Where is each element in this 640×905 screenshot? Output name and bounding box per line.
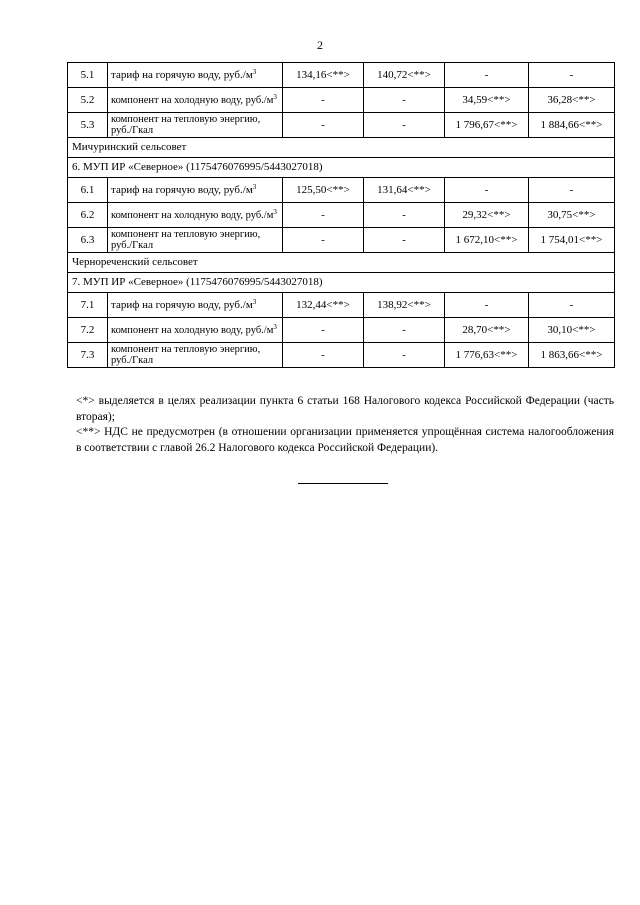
tariff-description-text: компонент на холодную воду, руб./м — [111, 209, 274, 221]
tariff-value-period-1: 134,16<**> — [283, 63, 364, 88]
tariff-value-period-2: - — [364, 113, 445, 138]
tariff-description — [108, 88, 283, 113]
unit-superscript: 3 — [252, 182, 257, 191]
tariff-value-period-2: - — [364, 88, 445, 113]
unit-superscript: 3 — [252, 67, 257, 76]
tariff-description-text: тариф на горячую воду, руб./м — [111, 298, 253, 311]
tariff-value-period-4: - — [529, 63, 615, 88]
tariff-value-period-2: - — [364, 228, 445, 253]
row-number: 7.2 — [68, 318, 108, 343]
tariff-value-period-1: - — [283, 318, 364, 343]
council-name: Мичуринский сельсовет — [68, 138, 615, 158]
tariff-value-period-4: 30,10<**> — [529, 318, 615, 343]
tariff-description-text: компонент на тепловую энергию, руб./Гкал — [111, 114, 261, 136]
table-row — [68, 63, 615, 88]
tariff-value-period-4: - — [529, 293, 615, 318]
tariff-value-period-1: 132,44<**> — [283, 293, 364, 318]
tariff-description-text: тариф на горячую воду, руб./м — [111, 68, 253, 81]
footnote-vat-allocation: <*> выделяется в целях реализации пункта 6 статьи 168 Налогового кодекса Российской Федерации (часть вторая); — [76, 395, 614, 423]
table-row — [68, 88, 615, 113]
row-number: 6.2 — [68, 203, 108, 228]
tariff-description — [108, 343, 283, 368]
table-row — [68, 203, 615, 228]
tariff-value-period-3: - — [445, 63, 529, 88]
table-row — [68, 228, 615, 253]
organization-header-row — [68, 158, 615, 178]
tariff-value-period-2: 138,92<**> — [364, 293, 445, 318]
tariff-value-period-3: 1 776,63<**> — [445, 343, 529, 368]
row-number: 5.3 — [68, 113, 108, 138]
tariff-description-text: компонент на холодную воду, руб./м — [111, 94, 274, 106]
row-number: 7.3 — [68, 343, 108, 368]
tariff-value-period-3: - — [445, 293, 529, 318]
tariff-value-period-2: 140,72<**> — [364, 63, 445, 88]
tariff-value-period-4: 1 884,66<**> — [529, 113, 615, 138]
tariff-value-period-2: - — [364, 343, 445, 368]
tariff-value-period-4: - — [529, 178, 615, 203]
tariff-value-period-1: - — [283, 343, 364, 368]
tariff-table-body — [68, 63, 615, 368]
unit-superscript: 3 — [273, 92, 277, 101]
tariff-value-period-4: 1 754,01<**> — [529, 228, 615, 253]
unit-superscript: 3 — [252, 297, 257, 306]
tariff-value-period-4: 36,28<**> — [529, 88, 615, 113]
footnote-vat-not-applicable: <**> НДС не предусмотрен (в отношении организации применяется упрощённая система налогообложения в соответствии с главой 26.2 Налогового кодекса Российской Федерации). — [76, 426, 614, 454]
tariff-value-period-1: - — [283, 88, 364, 113]
tariff-value-period-1: - — [283, 203, 364, 228]
row-number: 7.1 — [68, 293, 108, 318]
tariff-value-period-1: - — [283, 113, 364, 138]
council-header-row — [68, 253, 615, 273]
council-header-row — [68, 138, 615, 158]
end-divider — [298, 483, 388, 484]
table-row — [68, 318, 615, 343]
row-number: 5.2 — [68, 88, 108, 113]
tariff-description — [108, 178, 283, 203]
tariff-description — [108, 318, 283, 343]
organization-name: 7. МУП ИР «Северное» (1175476076995/5443027018) — [68, 273, 615, 293]
tariff-value-period-1: - — [283, 228, 364, 253]
tariff-value-period-4: 30,75<**> — [529, 203, 615, 228]
tariff-description — [108, 63, 283, 88]
tariff-value-period-3: 1 672,10<**> — [445, 228, 529, 253]
tariff-value-period-2: - — [364, 203, 445, 228]
tariff-value-period-3: - — [445, 178, 529, 203]
tariff-description-text: компонент на холодную воду, руб./м — [111, 324, 274, 336]
tariff-value-period-1: 125,50<**> — [283, 178, 364, 203]
table-row — [68, 113, 615, 138]
tariff-value-period-2: - — [364, 318, 445, 343]
table-row — [68, 178, 615, 203]
tariff-value-period-3: 29,32<**> — [445, 203, 529, 228]
tariff-description-text: компонент на тепловую энергию, руб./Гкал — [111, 344, 261, 366]
tariff-description-text: тариф на горячую воду, руб./м — [111, 183, 253, 196]
tariff-description — [108, 228, 283, 253]
tariff-value-period-3: 1 796,67<**> — [445, 113, 529, 138]
unit-superscript: 3 — [273, 322, 277, 331]
council-name: Чернореченский сельсовет — [68, 253, 615, 273]
tariff-description — [108, 113, 283, 138]
unit-superscript: 3 — [273, 207, 277, 216]
organization-header-row — [68, 273, 615, 293]
tariff-description-text: компонент на тепловую энергию, руб./Гкал — [111, 229, 261, 251]
tariff-value-period-3: 34,59<**> — [445, 88, 529, 113]
tariff-value-period-2: 131,64<**> — [364, 178, 445, 203]
tariff-value-period-3: 28,70<**> — [445, 318, 529, 343]
row-number: 6.3 — [68, 228, 108, 253]
tariff-value-period-4: 1 863,66<**> — [529, 343, 615, 368]
tariff-description — [108, 293, 283, 318]
organization-name: 6. МУП ИР «Северное» (1175476076995/5443027018) — [68, 158, 615, 178]
row-number: 5.1 — [68, 63, 108, 88]
page-number: 2 — [317, 38, 323, 52]
tariff-description — [108, 203, 283, 228]
row-number: 6.1 — [68, 178, 108, 203]
table-row — [68, 343, 615, 368]
table-row — [68, 293, 615, 318]
footnotes — [76, 394, 614, 456]
tariff-table — [67, 62, 615, 368]
